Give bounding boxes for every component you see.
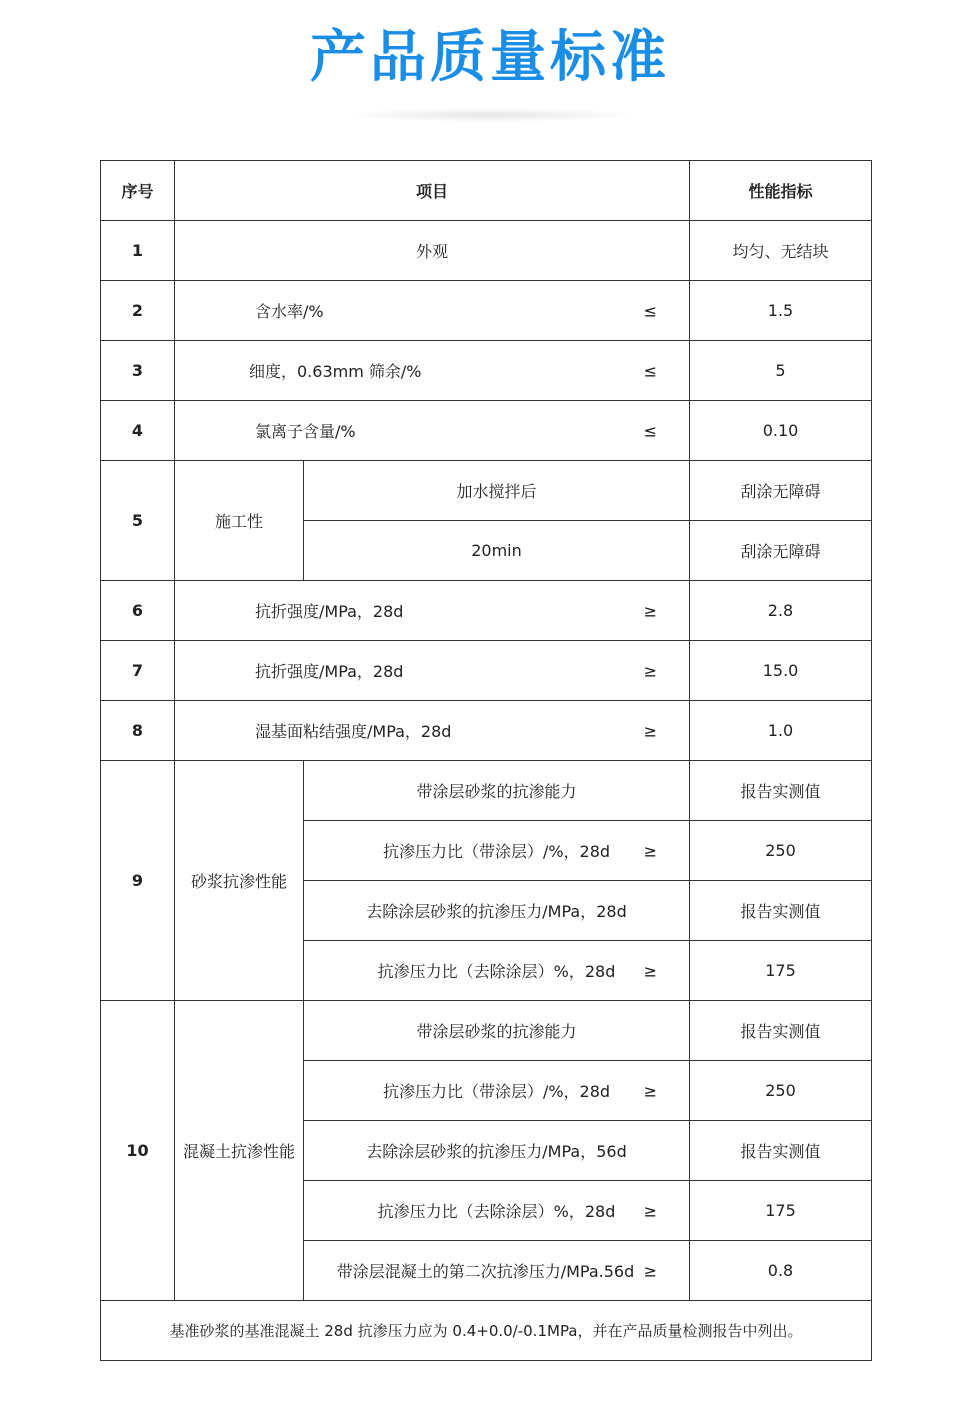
table-row xyxy=(101,1001,872,1061)
row-item xyxy=(175,581,690,641)
row-item xyxy=(175,641,690,701)
row-item-label: 抗折强度/MPa，28d xyxy=(255,662,404,681)
comparison-symbol: ≥ xyxy=(643,841,658,860)
row-value: 0.8 xyxy=(690,1241,872,1301)
row-item-label: 抗渗压力比（去除涂层）%，28d xyxy=(377,962,616,981)
row-item-label: 抗渗压力比（带涂层）/%，28d xyxy=(382,1082,611,1101)
header-item: 项目 xyxy=(175,161,690,221)
comparison-symbol: ≥ xyxy=(643,1261,658,1280)
row-subitem xyxy=(304,1001,690,1061)
table-row xyxy=(101,701,872,761)
table-note: 基准砂浆的基准混凝土 28d 抗渗压力应为 0.4+0.0/-0.1MPa，并在产品质量检测报告中列出。 xyxy=(101,1301,872,1361)
row-no: 9 xyxy=(101,761,175,1001)
row-item-label: 抗渗压力比（去除涂层）%，28d xyxy=(377,1202,616,1221)
row-item-label: 带涂层混凝土的第二次抗渗压力/MPa.56d xyxy=(336,1262,635,1281)
row-item xyxy=(175,341,690,401)
comparison-symbol: ≥ xyxy=(643,721,658,740)
row-item-label: 20min xyxy=(471,541,522,560)
row-value: 均匀、无结块 xyxy=(690,221,872,281)
row-item-label: 抗渗压力比（带涂层）/%，28d xyxy=(382,842,611,861)
row-value: 250 xyxy=(690,821,872,881)
table-row xyxy=(101,221,872,281)
table-row xyxy=(101,761,872,821)
header-value: 性能指标 xyxy=(690,161,872,221)
row-item-label: 去除涂层砂浆的抗渗压力/MPa，56d xyxy=(366,1142,627,1161)
row-no: 1 xyxy=(101,221,175,281)
row-subitem xyxy=(304,821,690,881)
quality-standard-table xyxy=(100,160,872,1361)
row-subitem xyxy=(304,941,690,1001)
row-value: 175 xyxy=(690,941,872,1001)
row-item xyxy=(175,401,690,461)
row-no: 4 xyxy=(101,401,175,461)
comparison-symbol: ≥ xyxy=(643,961,658,980)
row-no: 3 xyxy=(101,341,175,401)
row-subitem xyxy=(304,881,690,941)
row-value: 1.0 xyxy=(690,701,872,761)
row-item-label: 含水率/% xyxy=(255,302,324,321)
row-no: 10 xyxy=(101,1001,175,1301)
row-item-label: 细度，0.63mm 筛余/% xyxy=(249,362,422,381)
row-item xyxy=(175,281,690,341)
table-row xyxy=(101,461,872,521)
table-row xyxy=(101,581,872,641)
table-row xyxy=(101,641,872,701)
comparison-symbol: ≤ xyxy=(643,361,658,380)
row-value: 1.5 xyxy=(690,281,872,341)
table-row xyxy=(101,341,872,401)
row-value: 250 xyxy=(690,1061,872,1121)
row-subitem xyxy=(304,1121,690,1181)
row-value: 15.0 xyxy=(690,641,872,701)
row-group: 砂浆抗渗性能 xyxy=(175,761,304,1001)
row-subitem xyxy=(304,1241,690,1301)
row-item-label: 外观 xyxy=(416,242,449,261)
row-value: 报告实测值 xyxy=(690,1121,872,1181)
row-no: 7 xyxy=(101,641,175,701)
row-no: 5 xyxy=(101,461,175,581)
table-row xyxy=(101,281,872,341)
title-shadow xyxy=(340,108,640,122)
row-group: 施工性 xyxy=(175,461,304,581)
row-value: 报告实测值 xyxy=(690,761,872,821)
comparison-symbol: ≤ xyxy=(643,301,658,320)
row-subitem xyxy=(304,461,690,521)
row-item xyxy=(175,221,690,281)
row-item-label: 加水搅拌后 xyxy=(456,482,537,501)
row-item-label: 湿基面粘结强度/MPa，28d xyxy=(255,722,452,741)
row-subitem xyxy=(304,1181,690,1241)
row-no: 2 xyxy=(101,281,175,341)
row-item xyxy=(175,701,690,761)
row-value: 0.10 xyxy=(690,401,872,461)
row-item-label: 带涂层砂浆的抗渗能力 xyxy=(416,1022,577,1041)
row-group: 混凝土抗渗性能 xyxy=(175,1001,304,1301)
comparison-symbol: ≤ xyxy=(643,421,658,440)
row-subitem xyxy=(304,1061,690,1121)
comparison-symbol: ≥ xyxy=(643,661,658,680)
comparison-symbol: ≥ xyxy=(643,1201,658,1220)
row-value: 报告实测值 xyxy=(690,1001,872,1061)
row-subitem xyxy=(304,521,690,581)
row-item-label: 氯离子含量/% xyxy=(255,422,356,441)
row-item-label: 抗折强度/MPa，28d xyxy=(255,602,404,621)
row-no: 8 xyxy=(101,701,175,761)
row-no: 6 xyxy=(101,581,175,641)
row-value: 175 xyxy=(690,1181,872,1241)
row-value: 报告实测值 xyxy=(690,881,872,941)
table-row xyxy=(101,401,872,461)
row-item-label: 去除涂层砂浆的抗渗压力/MPa，28d xyxy=(366,902,627,921)
row-value: 刮涂无障碍 xyxy=(690,521,872,581)
row-subitem xyxy=(304,761,690,821)
comparison-symbol: ≥ xyxy=(643,601,658,620)
row-item-label: 带涂层砂浆的抗渗能力 xyxy=(416,782,577,801)
header-no: 序号 xyxy=(101,161,175,221)
page-title: 产品质量标准 xyxy=(310,25,670,90)
table-header-row xyxy=(101,161,872,221)
row-value: 刮涂无障碍 xyxy=(690,461,872,521)
table-note-row xyxy=(101,1301,872,1361)
row-value: 5 xyxy=(690,341,872,401)
row-value: 2.8 xyxy=(690,581,872,641)
comparison-symbol: ≥ xyxy=(643,1081,658,1100)
